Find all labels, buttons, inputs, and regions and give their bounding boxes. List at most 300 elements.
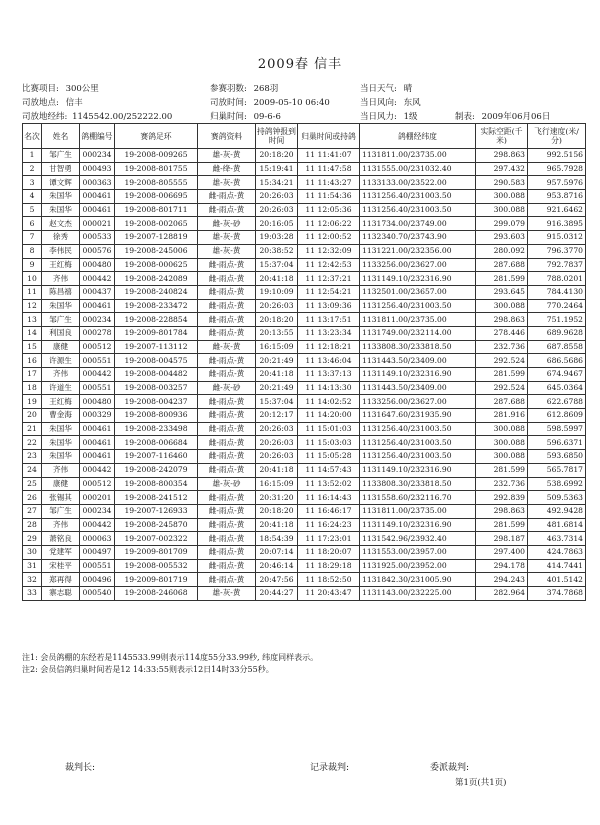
meta-entries	[210, 82, 278, 94]
cell-ring: 19-2007-128819	[115, 231, 198, 245]
cell-name: 朱国华	[42, 299, 80, 313]
cell-ring: 19-2008-800936	[115, 409, 198, 423]
cell-ring: 19-2009-801709	[115, 545, 198, 559]
cell-speed: 593.6850	[528, 450, 586, 464]
table-row	[23, 395, 586, 409]
cell-distance: 290.583	[476, 176, 528, 190]
cell-rank: 30	[23, 545, 42, 559]
cell-rank: 20	[23, 409, 42, 423]
cell-coords: 1131149.10/232316.90	[360, 272, 476, 286]
cell-return: 11 12:06:22	[298, 217, 360, 231]
cell-coords: 1131256.40/231003.50	[360, 190, 476, 204]
cell-rank: 3	[23, 176, 42, 190]
cell-info: 雌-绛-黄	[198, 162, 256, 176]
cell-coords: 1131149.10/232316.90	[360, 368, 476, 382]
cell-coords: 1131256.40/231003.50	[360, 436, 476, 450]
cell-info: 雌-雨点-黄	[198, 258, 256, 272]
cell-speed: 463.7314	[528, 532, 586, 546]
cell-clock: 15:19:41	[256, 162, 298, 176]
table-row	[23, 504, 586, 518]
cell-ring: 19-2008-801711	[115, 203, 198, 217]
cell-info: 雌-雨点-黄	[198, 299, 256, 313]
cell-rank: 5	[23, 203, 42, 217]
meta-label: 制表:	[455, 112, 475, 122]
cell-ring: 19-2008-002065	[115, 217, 198, 231]
cell-return: 11 16:14:43	[298, 491, 360, 505]
cell-coords: 1133256.00/23627.00	[360, 258, 476, 272]
cell-ring: 19-2008-006684	[115, 436, 198, 450]
cell-loft: 000512	[80, 340, 115, 354]
table-row	[23, 203, 586, 217]
cell-rank: 32	[23, 573, 42, 587]
cell-rank: 1	[23, 149, 42, 163]
cell-clock: 20:41:18	[256, 272, 298, 286]
cell-info: 雄-灰-砂	[198, 477, 256, 491]
meta-wind-force	[360, 110, 418, 122]
cell-speed: 538.6992	[528, 477, 586, 491]
cell-return: 11 15:05:28	[298, 450, 360, 464]
cell-name: 赵文杰	[42, 217, 80, 231]
cell-rank: 9	[23, 258, 42, 272]
cell-speed: 424.7863	[528, 545, 586, 559]
cell-speed: 565.7817	[528, 463, 586, 477]
table-row	[23, 450, 586, 464]
cell-clock: 20:44:27	[256, 587, 298, 601]
cell-name: 利国良	[42, 326, 80, 340]
cell-loft: 000480	[80, 395, 115, 409]
cell-return: 11 12:54:21	[298, 285, 360, 299]
col-header-clock: 持鸽钟报到时间	[256, 124, 298, 149]
cell-info: 雄-灰-黄	[198, 176, 256, 190]
cell-loft: 000576	[80, 244, 115, 258]
table-row	[23, 463, 586, 477]
table-row	[23, 518, 586, 532]
cell-name: 许道生	[42, 381, 80, 395]
cell-rank: 17	[23, 368, 42, 382]
cell-rank: 23	[23, 450, 42, 464]
cell-return: 11 11:41:07	[298, 149, 360, 163]
meta-label: 比赛项目:	[22, 84, 59, 94]
cell-info: 雌-雨点-黄	[198, 518, 256, 532]
footnote: 注1: 会员鸽棚的东经若是1145533.99则表示114度55分33.99秒, 纬度同样表示。	[22, 653, 319, 662]
cell-coords: 1131256.40/231003.50	[360, 299, 476, 313]
cell-clock: 16:15:09	[256, 340, 298, 354]
cell-distance: 298.863	[476, 313, 528, 327]
cell-ring: 19-2008-233498	[115, 422, 198, 436]
cell-distance: 297.400	[476, 545, 528, 559]
cell-loft: 000551	[80, 381, 115, 395]
cell-ring: 19-2008-242089	[115, 272, 198, 286]
cell-coords: 1131734.00/23749.00	[360, 217, 476, 231]
cell-return: 11 18:29:18	[298, 559, 360, 573]
cell-rank: 26	[23, 491, 42, 505]
cell-name: 邹广生	[42, 149, 80, 163]
cell-info: 雌-雨点-黄	[198, 395, 256, 409]
meta-value: 09-6-6	[253, 112, 281, 122]
cell-clock: 20:26:03	[256, 203, 298, 217]
page-title: 2009春 信丰	[257, 57, 343, 72]
cell-info: 雌-雨点-黄	[198, 285, 256, 299]
cell-distance: 299.079	[476, 217, 528, 231]
cell-clock: 19:03:28	[256, 231, 298, 245]
meta-value: 300公里	[65, 84, 99, 94]
cell-ring: 19-2008-805555	[115, 176, 198, 190]
cell-loft: 000551	[80, 354, 115, 368]
cell-rank: 15	[23, 340, 42, 354]
meta-release-time	[210, 96, 330, 108]
cell-distance: 294.243	[476, 573, 528, 587]
meta-value: 晴	[403, 84, 413, 94]
cell-ring: 19-2007-116460	[115, 450, 198, 464]
cell-ring: 19-2008-005532	[115, 559, 198, 573]
cell-name: 齐伟	[42, 368, 80, 382]
cell-loft: 000442	[80, 272, 115, 286]
cell-speed: 915.0312	[528, 231, 586, 245]
cell-distance: 293.603	[476, 231, 528, 245]
cell-distance: 298.863	[476, 149, 528, 163]
cell-distance: 287.688	[476, 258, 528, 272]
cell-distance: 281.599	[476, 368, 528, 382]
cell-loft: 000461	[80, 203, 115, 217]
table-row	[23, 231, 586, 245]
cell-speed: 622.6788	[528, 395, 586, 409]
cell-return: 11 13:46:04	[298, 354, 360, 368]
cell-rank: 22	[23, 436, 42, 450]
cell-name: 郑再得	[42, 573, 80, 587]
cell-speed: 401.5142	[528, 573, 586, 587]
col-header-ring: 赛鸽足环	[115, 124, 198, 149]
cell-name: 曹金海	[42, 409, 80, 423]
cell-loft: 000461	[80, 299, 115, 313]
cell-rank: 6	[23, 217, 42, 231]
cell-info: 雌-雨点-黄	[198, 313, 256, 327]
cell-distance: 298.187	[476, 532, 528, 546]
cell-loft: 000063	[80, 532, 115, 546]
col-header-info: 赛鸽资料	[198, 124, 256, 149]
table-row	[23, 258, 586, 272]
cell-name: 陈昌禧	[42, 285, 80, 299]
cell-return: 11 14:13:30	[298, 381, 360, 395]
cell-speed: 792.7837	[528, 258, 586, 272]
meta-label: 归巢时间:	[210, 112, 247, 122]
table-row	[23, 176, 586, 190]
cell-ring: 19-2008-000625	[115, 258, 198, 272]
cell-clock: 20:41:18	[256, 518, 298, 532]
cell-clock: 20:38:52	[256, 244, 298, 258]
table-row	[23, 190, 586, 204]
cell-distance: 298.863	[476, 504, 528, 518]
cell-loft: 000461	[80, 436, 115, 450]
cell-coords: 1131256.40/231003.50	[360, 450, 476, 464]
cell-loft: 000234	[80, 313, 115, 327]
cell-return: 11 13:52:02	[298, 477, 360, 491]
cell-coords: 1132340.70/23743.90	[360, 231, 476, 245]
cell-return: 11 12:00:52	[298, 231, 360, 245]
meta-release-coords	[22, 110, 172, 122]
cell-ring: 19-2008-245870	[115, 518, 198, 532]
cell-coords: 1131811.00/23735.00	[360, 313, 476, 327]
cell-return: 11 13:23:34	[298, 326, 360, 340]
cell-name: 宋桂平	[42, 559, 80, 573]
cell-rank: 11	[23, 285, 42, 299]
cell-name: 寨志聪	[42, 587, 80, 601]
cell-info: 雌-雨点-黄	[198, 436, 256, 450]
cell-loft: 000201	[80, 491, 115, 505]
cell-speed: 414.7441	[528, 559, 586, 573]
table-row	[23, 313, 586, 327]
cell-return: 11 11:47:58	[298, 162, 360, 176]
cell-ring: 19-2009-801719	[115, 573, 198, 587]
cell-speed: 509.5363	[528, 491, 586, 505]
cell-distance: 281.599	[476, 272, 528, 286]
cell-rank: 10	[23, 272, 42, 286]
cell-info: 雌-雨点-黄	[198, 326, 256, 340]
cell-loft: 000329	[80, 409, 115, 423]
cell-return: 11 14:02:52	[298, 395, 360, 409]
cell-clock: 15:37:04	[256, 395, 298, 409]
cell-ring: 19-2008-245006	[115, 244, 198, 258]
cell-coords: 1131925.00/23952.00	[360, 559, 476, 573]
cell-loft: 000234	[80, 504, 115, 518]
meta-label: 司放地点:	[22, 98, 59, 108]
cell-clock: 20:18:20	[256, 149, 298, 163]
cell-ring: 19-2008-006695	[115, 190, 198, 204]
cell-distance: 278.446	[476, 326, 528, 340]
cell-coords: 1133808.30/233818.50	[360, 340, 476, 354]
cell-rank: 29	[23, 532, 42, 546]
cell-coords: 1131256.40/231003.50	[360, 422, 476, 436]
col-header-name: 姓名	[42, 124, 80, 149]
cell-return: 11 13:37:13	[298, 368, 360, 382]
table-row	[23, 587, 586, 601]
cell-clock: 20:41:18	[256, 368, 298, 382]
cell-name: 邹广生	[42, 504, 80, 518]
col-header-speed: 飞行速度(米/分)	[528, 124, 586, 149]
cell-coords: 1132501.00/23657.00	[360, 285, 476, 299]
cell-coords: 1131555.00/231032.40	[360, 162, 476, 176]
meta-weather	[360, 82, 412, 94]
cell-distance: 281.599	[476, 463, 528, 477]
cell-distance: 292.524	[476, 354, 528, 368]
cell-return: 11 18:20:07	[298, 545, 360, 559]
cell-return: 11 16:46:17	[298, 504, 360, 518]
cell-distance: 300.088	[476, 203, 528, 217]
cell-rank: 4	[23, 190, 42, 204]
table-row	[23, 559, 586, 573]
table-row	[23, 162, 586, 176]
cell-speed: 596.6371	[528, 436, 586, 450]
cell-name: 萧铭良	[42, 532, 80, 546]
cell-loft: 000278	[80, 326, 115, 340]
cell-distance: 281.916	[476, 409, 528, 423]
cell-name: 张锡其	[42, 491, 80, 505]
cell-distance: 292.839	[476, 491, 528, 505]
cell-name: 齐伟	[42, 463, 80, 477]
table-row	[23, 354, 586, 368]
cell-coords: 1131149.10/232316.90	[360, 463, 476, 477]
cell-return: 11 11:54:36	[298, 190, 360, 204]
cell-clock: 20:26:03	[256, 450, 298, 464]
cell-clock: 15:34:21	[256, 176, 298, 190]
cell-return: 11 20:43:47	[298, 587, 360, 601]
cell-info: 雌-雨点-黄	[198, 532, 256, 546]
cell-loft: 000480	[80, 258, 115, 272]
cell-name: 康健	[42, 477, 80, 491]
meta-value: 2009年06月06日	[481, 112, 551, 122]
table-row	[23, 532, 586, 546]
cell-distance: 287.688	[476, 395, 528, 409]
cell-ring: 19-2008-801755	[115, 162, 198, 176]
table-row	[23, 545, 586, 559]
cell-rank: 24	[23, 463, 42, 477]
cell-coords: 1131256.40/231003.50	[360, 203, 476, 217]
cell-coords: 1131443.50/23409.00	[360, 381, 476, 395]
cell-return: 11 15:03:03	[298, 436, 360, 450]
cell-info: 雌-雨点-黄	[198, 450, 256, 464]
cell-speed: 751.1952	[528, 313, 586, 327]
results-table	[22, 123, 586, 601]
cell-distance: 280.092	[476, 244, 528, 258]
meta-label: 参赛羽数:	[210, 84, 247, 94]
cell-distance: 300.088	[476, 190, 528, 204]
footnote: 注2: 会员信鸽归巢时间若是12 14:33:55则表示12日14时33分55秒。	[22, 665, 274, 674]
cell-loft: 000461	[80, 190, 115, 204]
cell-speed: 796.3770	[528, 244, 586, 258]
cell-rank: 27	[23, 504, 42, 518]
cell-return: 11 17:23:01	[298, 532, 360, 546]
cell-name: 朱国华	[42, 436, 80, 450]
cell-rank: 28	[23, 518, 42, 532]
cell-loft: 000234	[80, 149, 115, 163]
cell-name: 朱国华	[42, 450, 80, 464]
cell-rank: 25	[23, 477, 42, 491]
cell-return: 11 13:09:36	[298, 299, 360, 313]
cell-coords: 1133133.00/23522.00	[360, 176, 476, 190]
cell-info: 雄-灰-黄	[198, 587, 256, 601]
cell-name: 王红梅	[42, 395, 80, 409]
cell-distance: 294.178	[476, 559, 528, 573]
cell-rank: 13	[23, 313, 42, 327]
cell-speed: 788.0201	[528, 272, 586, 286]
cell-distance: 293.645	[476, 285, 528, 299]
cell-clock: 20:13:55	[256, 326, 298, 340]
cell-clock: 20:47:56	[256, 573, 298, 587]
cell-distance: 282.964	[476, 587, 528, 601]
cell-loft: 000021	[80, 217, 115, 231]
meta-label: 司放时间:	[210, 98, 247, 108]
cell-coords: 1131443.50/23409.00	[360, 354, 476, 368]
table-row	[23, 368, 586, 382]
meta-value: 1145542.00/252222.00	[72, 112, 173, 122]
cell-name: 齐伟	[42, 518, 80, 532]
cell-speed: 992.5156	[528, 149, 586, 163]
cell-clock: 18:54:39	[256, 532, 298, 546]
cell-rank: 19	[23, 395, 42, 409]
cell-name: 邹广生	[42, 313, 80, 327]
sign-delegated-referee: 委派裁判:	[430, 763, 470, 773]
meta-label: 当日风向:	[360, 98, 397, 108]
cell-clock: 20:46:14	[256, 559, 298, 573]
cell-info: 雌-雨点-黄	[198, 409, 256, 423]
col-header-rank: 名次	[23, 124, 42, 149]
cell-coords: 1131143.00/232225.00	[360, 587, 476, 601]
meta-label: 司放地经纬:	[22, 112, 68, 122]
table-row	[23, 573, 586, 587]
table-row	[23, 340, 586, 354]
cell-speed: 689.9628	[528, 326, 586, 340]
cell-return: 11 13:17:51	[298, 313, 360, 327]
cell-coords: 1131149.10/232316.90	[360, 518, 476, 532]
cell-name: 康健	[42, 340, 80, 354]
cell-speed: 492.9428	[528, 504, 586, 518]
table-row	[23, 477, 586, 491]
cell-rank: 14	[23, 326, 42, 340]
cell-info: 雄-灰-黄	[198, 231, 256, 245]
table-row	[23, 381, 586, 395]
cell-clock: 20:07:14	[256, 545, 298, 559]
meta-value: 268羽	[253, 84, 279, 94]
cell-coords: 1133256.00/23627.00	[360, 395, 476, 409]
cell-clock: 20:26:03	[256, 299, 298, 313]
cell-name: 徐秀	[42, 231, 80, 245]
cell-distance: 232.736	[476, 340, 528, 354]
col-header-coords: 鸽棚经纬度	[360, 124, 476, 149]
cell-loft: 000442	[80, 463, 115, 477]
table-row	[23, 149, 586, 163]
table-row	[23, 409, 586, 423]
cell-clock: 15:37:04	[256, 258, 298, 272]
cell-speed: 481.6814	[528, 518, 586, 532]
cell-rank: 33	[23, 587, 42, 601]
cell-coords: 1133808.30/233818.50	[360, 477, 476, 491]
cell-loft: 000493	[80, 162, 115, 176]
cell-return: 11 12:32:09	[298, 244, 360, 258]
cell-distance: 232.736	[476, 477, 528, 491]
cell-clock: 20:26:03	[256, 436, 298, 450]
cell-loft: 000363	[80, 176, 115, 190]
cell-speed: 374.7868	[528, 587, 586, 601]
cell-info: 雌-雨点-黄	[198, 272, 256, 286]
cell-return: 11 14:57:43	[298, 463, 360, 477]
table-row	[23, 217, 586, 231]
cell-coords: 1131749.00/232114.00	[360, 326, 476, 340]
meta-label: 当日天气:	[360, 84, 397, 94]
meta-wind-dir	[360, 96, 421, 108]
col-header-loft: 鸽棚编号	[80, 124, 115, 149]
cell-loft: 000512	[80, 477, 115, 491]
cell-name: 许源生	[42, 354, 80, 368]
meta-value: 1级	[403, 112, 418, 122]
cell-ring: 19-2008-004482	[115, 368, 198, 382]
cell-info: 雌-雨点-黄	[198, 504, 256, 518]
cell-speed: 687.8558	[528, 340, 586, 354]
cell-info: 雌-雨点-黄	[198, 545, 256, 559]
meta-value: 2009-05-10 06:40	[253, 98, 330, 108]
cell-rank: 7	[23, 231, 42, 245]
cell-speed: 674.9467	[528, 368, 586, 382]
cell-speed: 598.5997	[528, 422, 586, 436]
cell-distance: 300.088	[476, 450, 528, 464]
cell-clock: 20:12:17	[256, 409, 298, 423]
cell-rank: 21	[23, 422, 42, 436]
cell-clock: 20:41:18	[256, 463, 298, 477]
meta-return-time	[210, 110, 281, 122]
cell-clock: 20:16:05	[256, 217, 298, 231]
cell-return: 11 16:24:23	[298, 518, 360, 532]
cell-coords: 1131811.00/23735.00	[360, 504, 476, 518]
table-row	[23, 436, 586, 450]
cell-clock: 20:21:49	[256, 354, 298, 368]
